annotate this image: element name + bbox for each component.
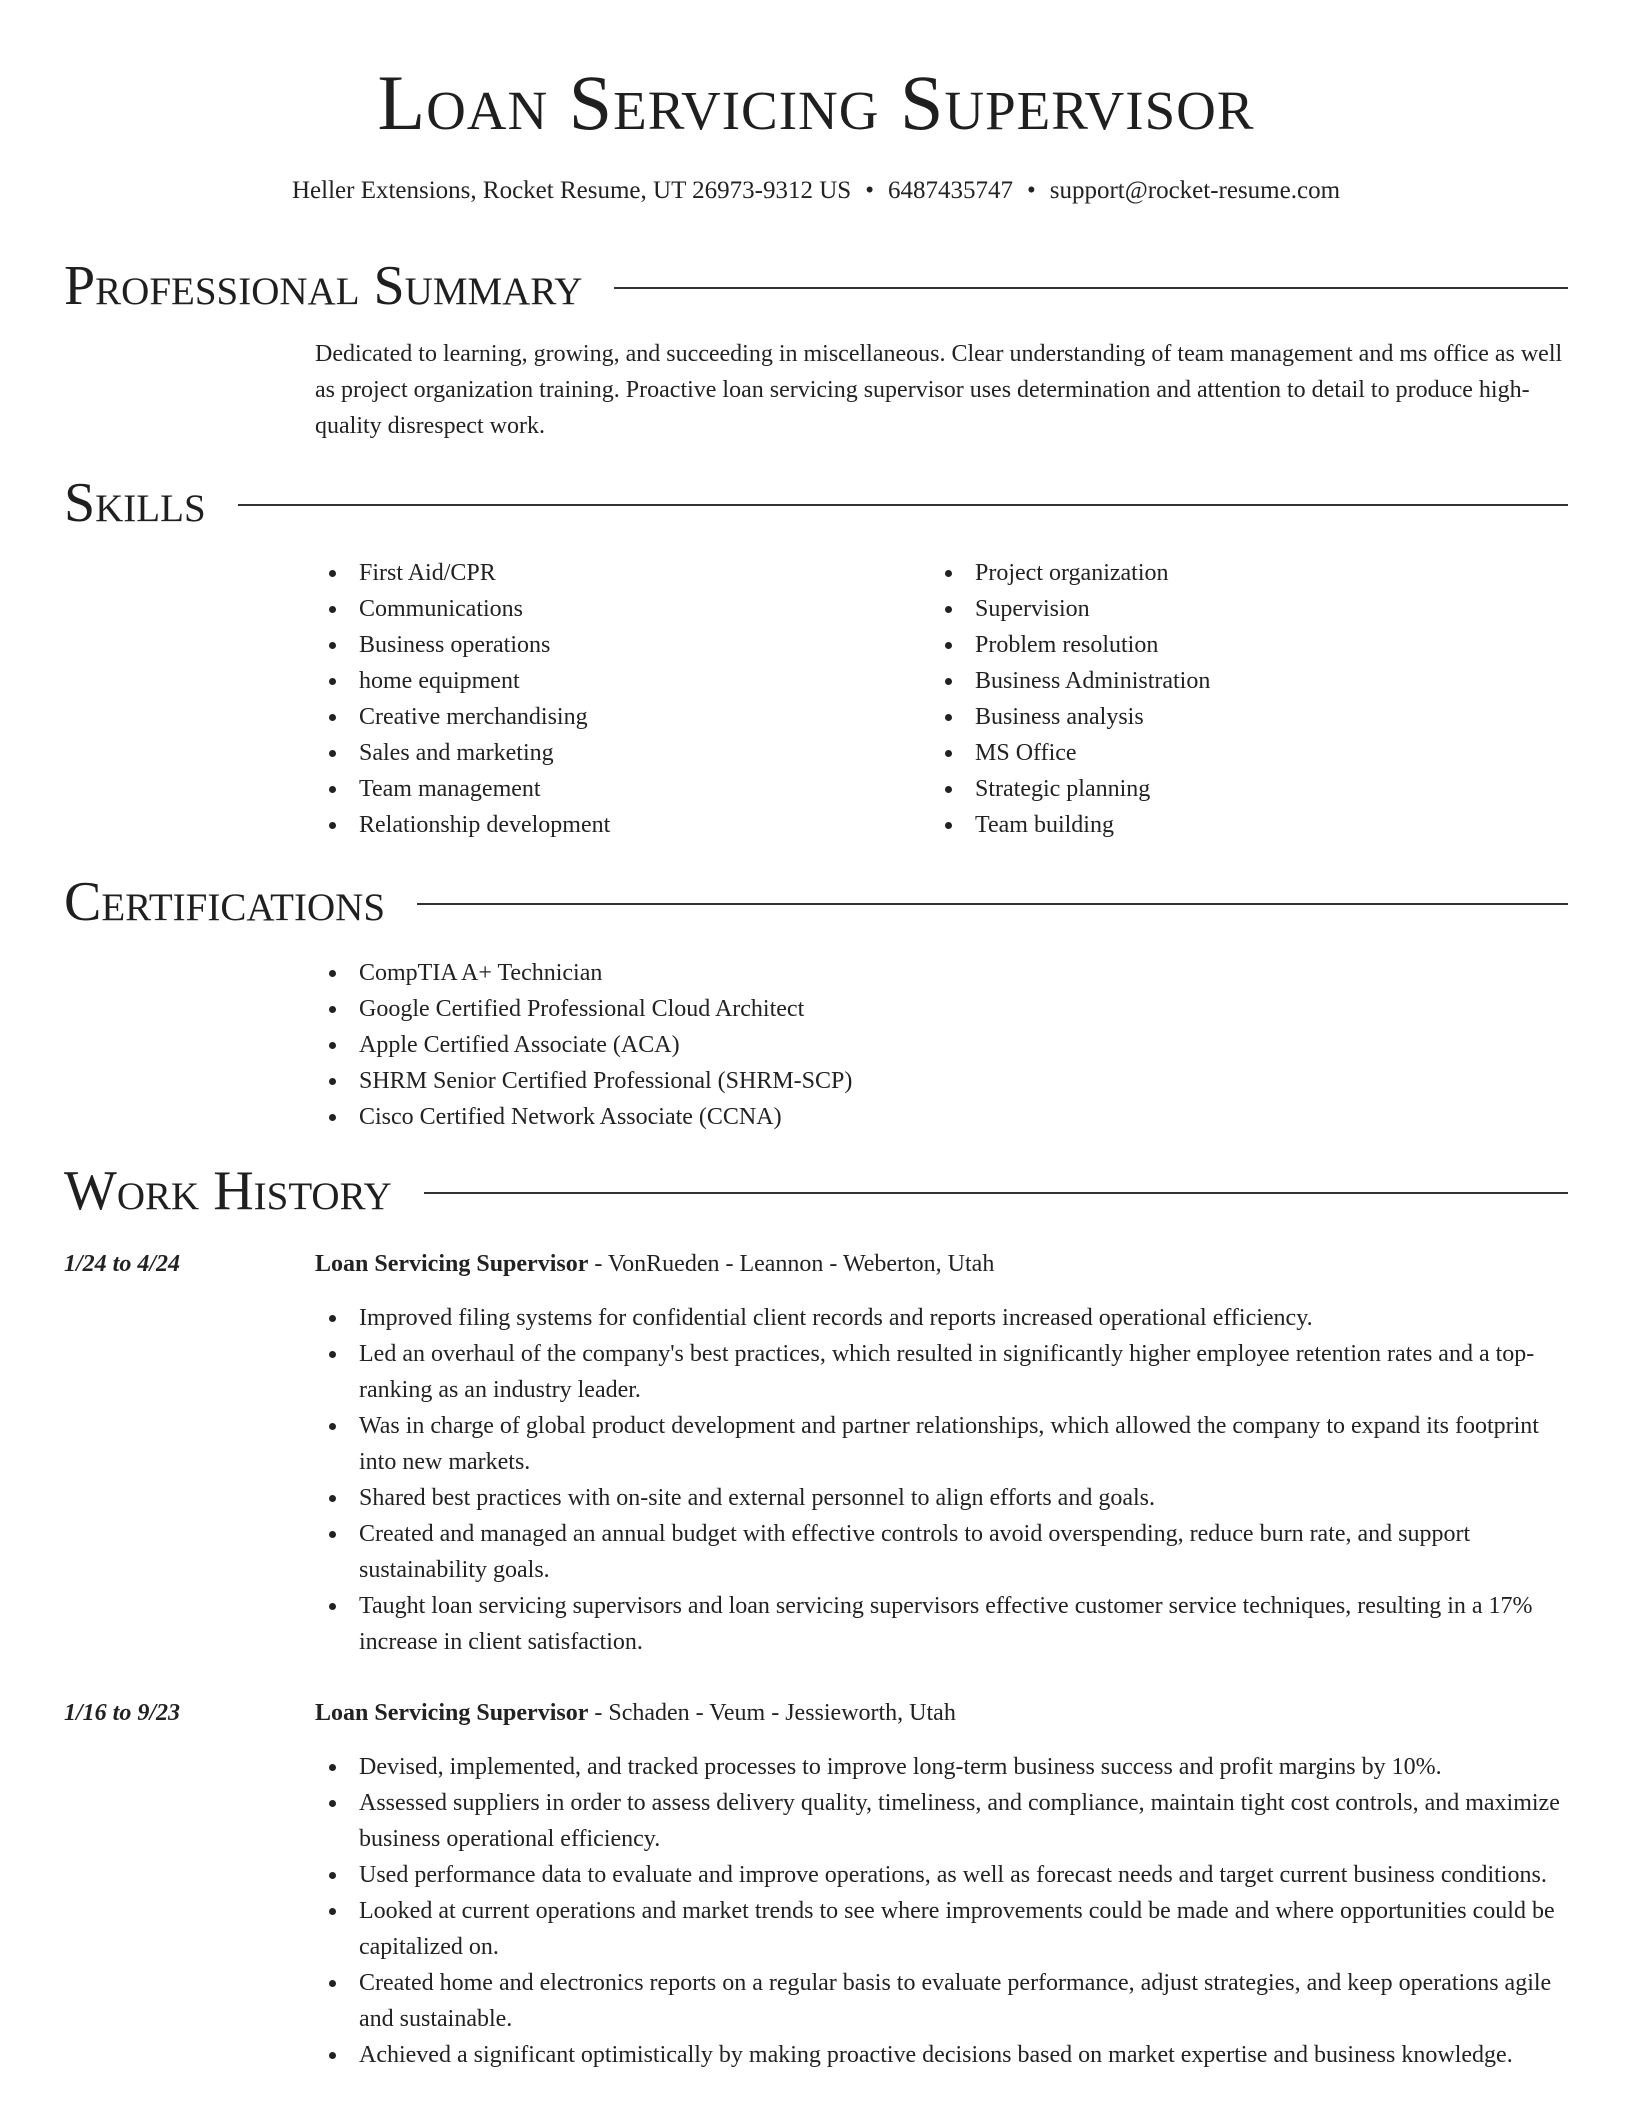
section-title: Professional Summary: [64, 255, 583, 317]
job-bullet: Shared best practices with on-site and external personnel to align efforts and goals.: [315, 1480, 1577, 1516]
section-heading-certifications: [64, 872, 1568, 932]
skill-item: Supervision: [931, 591, 1531, 627]
certification-item: Google Certified Professional Cloud Architect: [315, 991, 1515, 1027]
certification-item: CompTIA A+ Technician: [315, 955, 1515, 991]
job-bullet: Looked at current operations and market trends to see where improvements could be made and where opportunities could be capitalized on.: [315, 1893, 1577, 1965]
job-bullets: [315, 1749, 1577, 2073]
job-entry: [64, 1695, 1568, 2112]
certification-item: SHRM Senior Certified Professional (SHRM-SCP): [315, 1063, 1515, 1099]
candidate-name: Loan Servicing Supervisor: [377, 59, 1255, 146]
job-bullet: Used performance data to evaluate and improve operations, as well as forecast needs and target current business conditions.: [315, 1857, 1577, 1893]
skill-item: Team building: [931, 807, 1531, 843]
section-heading-work-history: [64, 1161, 1568, 1221]
skill-item: Problem resolution: [931, 627, 1531, 663]
contact-email: support@rocket-resume.com: [1049, 177, 1341, 204]
job-bullet: Taught loan servicing supervisors and loan servicing supervisors effective customer service techniques, resulting in a 17% increase in client satisfaction.: [315, 1588, 1577, 1660]
skill-item: Communications: [315, 591, 875, 627]
skill-item: Team management: [315, 771, 875, 807]
section-heading-skills: [64, 473, 1568, 533]
job-bullet: Created home and electronics reports on a regular basis to evaluate performance, adjust strategies, and keep operations agile and sustainable.: [315, 1965, 1577, 2037]
skills-list-left: [315, 555, 875, 843]
skill-item: Strategic planning: [931, 771, 1531, 807]
skill-item: Relationship development: [315, 807, 875, 843]
section-title: Certifications: [64, 871, 386, 933]
skill-item: First Aid/CPR: [315, 555, 875, 591]
certification-item: Cisco Certified Network Associate (CCNA): [315, 1099, 1515, 1135]
section-divider: [417, 903, 1568, 905]
job-bullets: [315, 1300, 1577, 1660]
section-divider: [424, 1192, 1568, 1194]
skills-list-right: [931, 555, 1531, 843]
section-title: Work History: [64, 1160, 392, 1222]
skill-item: Sales and marketing: [315, 735, 875, 771]
certifications-list: [315, 955, 1515, 1135]
skill-item: Project organization: [931, 555, 1531, 591]
job-employer-location: - VonRueden - Leannon - Weberton, Utah: [588, 1251, 995, 1277]
job-employer-location: - Schaden - Veum - Jessieworth, Utah: [588, 1700, 956, 1726]
skill-item: Business analysis: [931, 699, 1531, 735]
skill-item: Creative merchandising: [315, 699, 875, 735]
contact-separator: •: [1026, 177, 1036, 204]
job-entry: [64, 1246, 1568, 1666]
contact-address: Heller Extensions, Rocket Resume, UT 26973-9312 US: [291, 177, 852, 204]
job-bullet: Assessed suppliers in order to assess delivery quality, timeliness, and compliance, maintain tight cost controls, and maximize business operational efficiency.: [315, 1785, 1577, 1857]
job-bullet: Improved filing systems for confidential client records and reports increased operational efficiency.: [315, 1300, 1577, 1336]
job-title: Loan Servicing Supervisor: [315, 1251, 589, 1277]
section-heading-summary: [64, 256, 1568, 316]
skill-item: MS Office: [931, 735, 1531, 771]
skill-item: Business Administration: [931, 663, 1531, 699]
job-heading: [315, 1246, 994, 1282]
summary-text: Dedicated to learning, growing, and succeeding in miscellaneous. Clear understanding of team management and ms office as well as project organization training. Proactive loan servicing supervisor uses determination and attention to detail to produce high-quality disrespect work.: [315, 341, 1563, 439]
job-bullet: Led an overhaul of the company's best practices, which resulted in significantly higher employee retention rates and a top-ranking as an industry leader.: [315, 1336, 1577, 1408]
contact-phone: 6487435747: [887, 177, 1013, 204]
section-divider: [614, 287, 1568, 289]
contact-line: [0, 174, 1632, 208]
certification-item: Apple Certified Associate (ACA): [315, 1027, 1515, 1063]
job-bullet: Was in charge of global product development and partner relationships, which allowed the company to expand its footprint into new markets.: [315, 1408, 1577, 1480]
skill-item: home equipment: [315, 663, 875, 699]
contact-separator: •: [865, 177, 874, 204]
job-dates: 1/24 to 4/24: [64, 1251, 181, 1277]
job-bullet: Achieved a significant optimistically by making proactive decisions based on market expertise and business knowledge.: [315, 2037, 1577, 2073]
skill-item: Business operations: [315, 627, 875, 663]
section-title: Skills: [64, 472, 206, 534]
job-dates: 1/16 to 9/23: [64, 1700, 181, 1726]
job-heading: [315, 1695, 956, 1731]
job-bullet: Devised, implemented, and tracked processes to improve long-term business success and profit margins by 10%.: [315, 1749, 1577, 1785]
job-title: Loan Servicing Supervisor: [315, 1700, 589, 1726]
section-divider: [238, 504, 1568, 506]
job-bullet: Created and managed an annual budget with effective controls to avoid overspending, reduce burn rate, and support sustainability goals.: [315, 1516, 1577, 1588]
